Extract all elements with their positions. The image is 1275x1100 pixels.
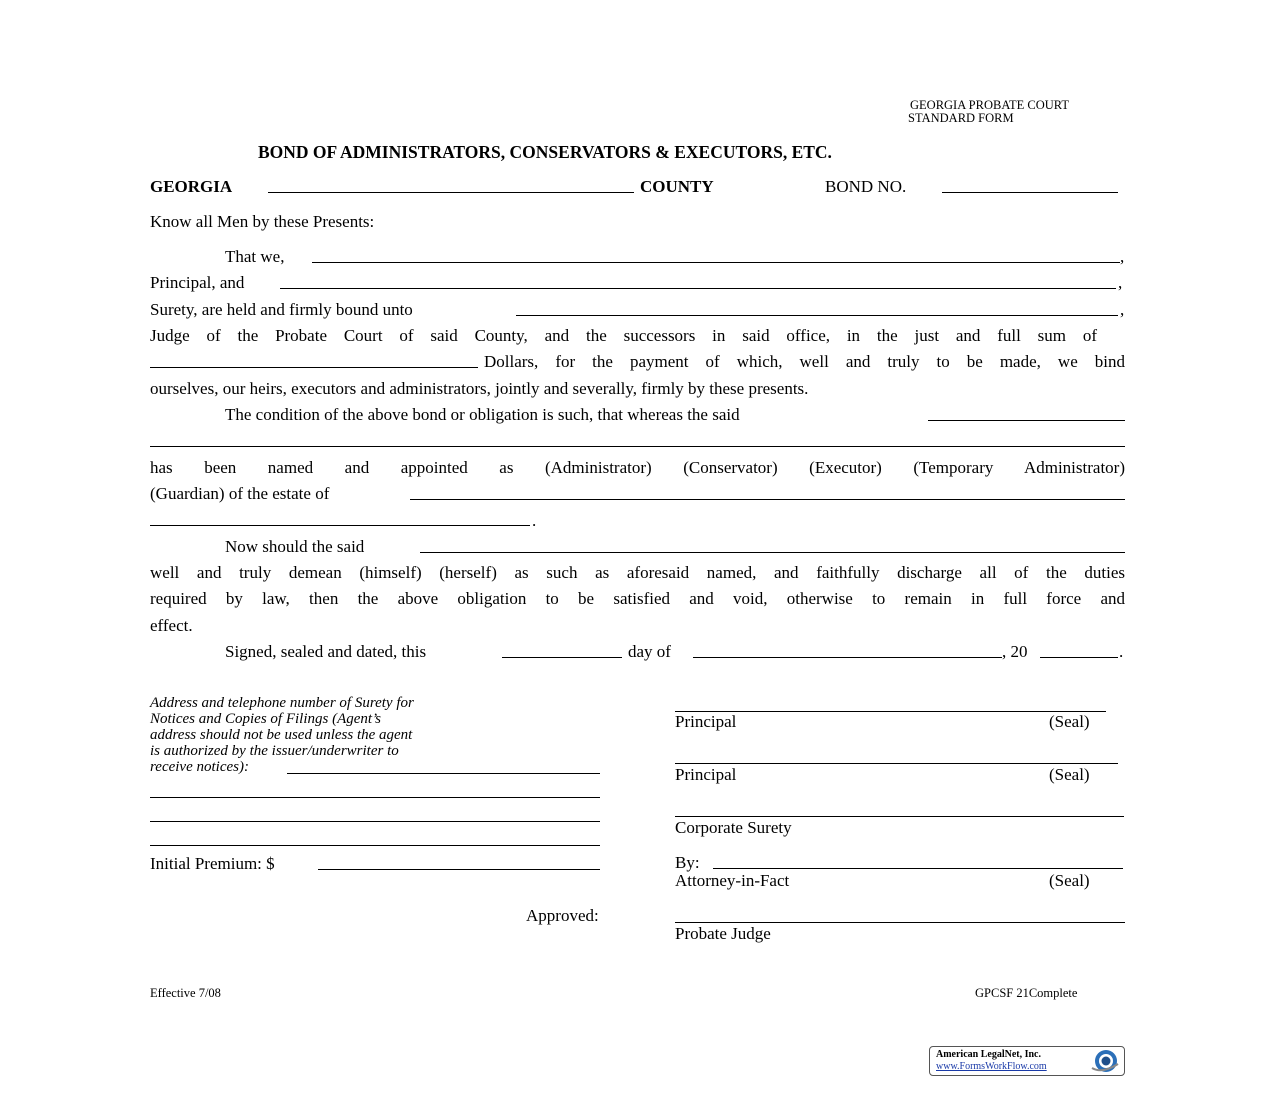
judge-text: Judge of the Probate Court of said County, and the successors in said office, in the just and full sum of bbox=[150, 326, 1097, 345]
principal-label: Principal bbox=[675, 765, 737, 784]
principal-name-field[interactable] bbox=[312, 262, 1120, 263]
bond-no-field[interactable] bbox=[942, 192, 1118, 193]
initial-premium-label: Initial Premium: $ bbox=[150, 854, 275, 873]
form-id: GPCSF 21Complete bbox=[975, 986, 1078, 1000]
corporate-surety-label: Corporate Surety bbox=[675, 818, 792, 837]
principal-signature-line[interactable] bbox=[675, 711, 1106, 712]
form-type: STANDARD FORM bbox=[908, 111, 1014, 125]
year-field[interactable] bbox=[1040, 657, 1118, 658]
condition-text: The condition of the above bond or obligation is such, that whereas the said bbox=[225, 405, 740, 424]
probate-judge-label: Probate Judge bbox=[675, 924, 771, 943]
publisher-name: American LegalNet, Inc. bbox=[936, 1049, 1041, 1060]
guardian-text: (Guardian) of the estate of bbox=[150, 484, 330, 503]
effect-text: effect. bbox=[150, 616, 193, 635]
dollars-text: Dollars, for the payment of which, well and truly to be made, we bind bbox=[484, 352, 1125, 371]
surety-address-note: Address and telephone number of Surety for bbox=[150, 695, 414, 711]
surety-address-note: address should not be used unless the agent bbox=[150, 727, 413, 743]
month-field[interactable] bbox=[693, 657, 1002, 658]
demean-text: well and truly demean (himself) (herself) as such as aforesaid named, and faithfully discharge all of the duties bbox=[150, 563, 1125, 582]
signed-text: Signed, sealed and dated, this bbox=[225, 642, 427, 661]
surety-address-field[interactable] bbox=[287, 773, 600, 774]
bond-no-label: BOND NO. bbox=[825, 177, 907, 196]
appointee-field-continued[interactable] bbox=[150, 446, 1125, 447]
probate-judge-line[interactable] bbox=[675, 922, 1125, 923]
attorney-label: Attorney-in-Fact bbox=[675, 871, 790, 890]
estate-of-field-continued[interactable] bbox=[150, 525, 530, 526]
surety-text: Surety, are held and firmly bound unto bbox=[150, 300, 413, 319]
judge-name-field[interactable] bbox=[516, 315, 1118, 316]
seal-label: (Seal) bbox=[1049, 712, 1090, 731]
by-label: By: bbox=[675, 853, 700, 872]
estate-of-field[interactable] bbox=[410, 499, 1125, 500]
surety-address-field[interactable] bbox=[150, 821, 600, 822]
court-name: GEORGIA PROBATE COURT bbox=[910, 98, 1069, 112]
seal-label: (Seal) bbox=[1049, 871, 1090, 890]
ourselves-text: ourselves, our heirs, executors and administrators, jointly and severally, firmly by these presents. bbox=[150, 379, 809, 398]
principal-label: Principal bbox=[675, 712, 737, 731]
now-text: Now should the said bbox=[225, 537, 365, 556]
appointee-field[interactable] bbox=[928, 420, 1125, 421]
period: . bbox=[1119, 642, 1124, 661]
seal-label: (Seal) bbox=[1049, 765, 1090, 784]
intro-text: Know all Men by these Presents: bbox=[150, 212, 375, 231]
that-we-text: That we, bbox=[225, 247, 285, 266]
period: . bbox=[532, 511, 537, 530]
amount-field[interactable] bbox=[150, 367, 478, 368]
appointed-text: has been named and appointed as (Administrator) (Conservator) (Executor) (Temporary Administrator) bbox=[150, 458, 1125, 477]
year-prefix: , 20 bbox=[1002, 642, 1028, 661]
surety-address-field[interactable] bbox=[150, 845, 600, 846]
required-text: required by law, then the above obligation to be satisfied and void, otherwise to remain in full force and bbox=[150, 589, 1125, 608]
approved-label: Approved: bbox=[526, 906, 599, 925]
surety-address-note: is authorized by the issuer/underwriter to bbox=[150, 743, 399, 759]
globe-icon bbox=[1088, 1048, 1122, 1074]
day-field[interactable] bbox=[502, 657, 622, 658]
county-field[interactable] bbox=[268, 192, 634, 193]
publisher-logo[interactable] bbox=[929, 1046, 1125, 1076]
form-title: BOND OF ADMINISTRATORS, CONSERVATORS & EXECUTORS, ETC. bbox=[258, 142, 832, 162]
principal-signature-line[interactable] bbox=[675, 763, 1118, 764]
state-label: GEORGIA bbox=[150, 177, 233, 196]
county-label: COUNTY bbox=[640, 177, 714, 196]
initial-premium-field[interactable] bbox=[318, 869, 600, 870]
surety-address-field[interactable] bbox=[150, 797, 600, 798]
surety-address-note: receive notices): bbox=[150, 759, 249, 775]
comma: , bbox=[1120, 300, 1125, 319]
day-of-text: day of bbox=[628, 642, 671, 661]
surety-address-note: Notices and Copies of Filings (Agent’s bbox=[150, 711, 381, 727]
now-name-field[interactable] bbox=[420, 552, 1125, 553]
principal-and-text: Principal, and bbox=[150, 273, 245, 292]
corporate-surety-line[interactable] bbox=[675, 816, 1124, 817]
comma: , bbox=[1120, 247, 1125, 266]
attorney-signature-line[interactable] bbox=[713, 868, 1123, 869]
publisher-link[interactable]: www.FormsWorkFlow.com bbox=[936, 1061, 1047, 1072]
effective-date: Effective 7/08 bbox=[150, 986, 221, 1000]
comma: , bbox=[1118, 273, 1123, 292]
surety-name-field[interactable] bbox=[280, 288, 1116, 289]
